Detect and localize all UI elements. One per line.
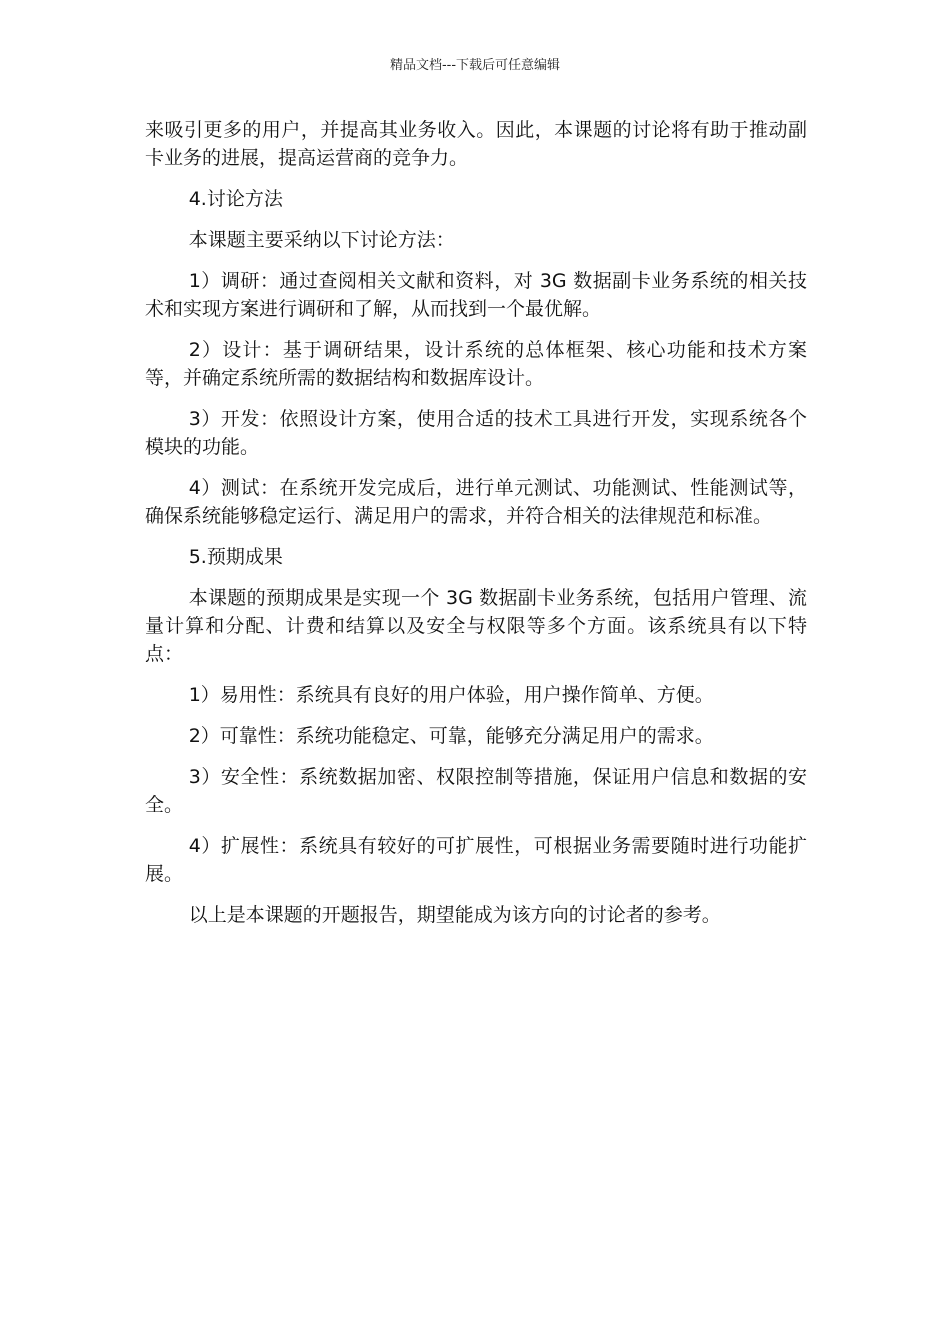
paragraph-method-research: 1）调研：通过查阅相关文献和资料，对 3G 数据副卡业务系统的相关技术和实现方案进行调研和了解，从而找到一个最优解。 xyxy=(145,270,807,320)
paragraph-methods-intro: 本课题主要采纳以下讨论方法： xyxy=(188,229,455,251)
section-heading-outcomes: 5.预期成果 xyxy=(188,546,283,568)
document-body xyxy=(145,116,807,942)
paragraph-method-testing: 4）测试：在系统开发完成后，进行单元测试、功能测试、性能测试等，确保系统能够稳定运行、满足用户的需求，并符合相关的法律规范和标准。 xyxy=(145,477,807,527)
section-heading-methods: 4.讨论方法 xyxy=(188,188,283,210)
paragraph-conclusion: 以上是本课题的开题报告，期望能成为该方向的讨论者的参考。 xyxy=(188,904,721,926)
paragraph-outcomes-intro: 本课题的预期成果是实现一个 3G 数据副卡业务系统，包括用户管理、流量计算和分配、计费和结算以及安全与权限等多个方面。该系统具有以下特点： xyxy=(145,587,807,665)
paragraph-feature-usability: 1）易用性：系统具有良好的用户体验，用户操作简单、方便。 xyxy=(188,684,714,706)
paragraph-feature-reliability: 2）可靠性：系统功能稳定、可靠，能够充分满足用户的需求。 xyxy=(188,725,714,747)
page-header: 精品文档---下载后可任意编辑 xyxy=(389,58,561,73)
paragraph-feature-security: 3）安全性：系统数据加密、权限控制等措施，保证用户信息和数据的安全。 xyxy=(145,766,807,816)
paragraph-method-design: 2）设计：基于调研结果，设计系统的总体框架、核心功能和技术方案等，并确定系统所需的数据结构和数据库设计。 xyxy=(145,339,807,389)
paragraph-method-development: 3）开发：依照设计方案，使用合适的技术工具进行开发，实现系统各个模块的功能。 xyxy=(145,408,807,458)
paragraph-intro-continuation: 来吸引更多的用户，并提高其业务收入。因此，本课题的讨论将有助于推动副卡业务的进展，提高运营商的竞争力。 xyxy=(145,119,807,169)
paragraph-feature-extensibility: 4）扩展性：系统具有较好的可扩展性，可根据业务需要随时进行功能扩展。 xyxy=(145,835,807,885)
